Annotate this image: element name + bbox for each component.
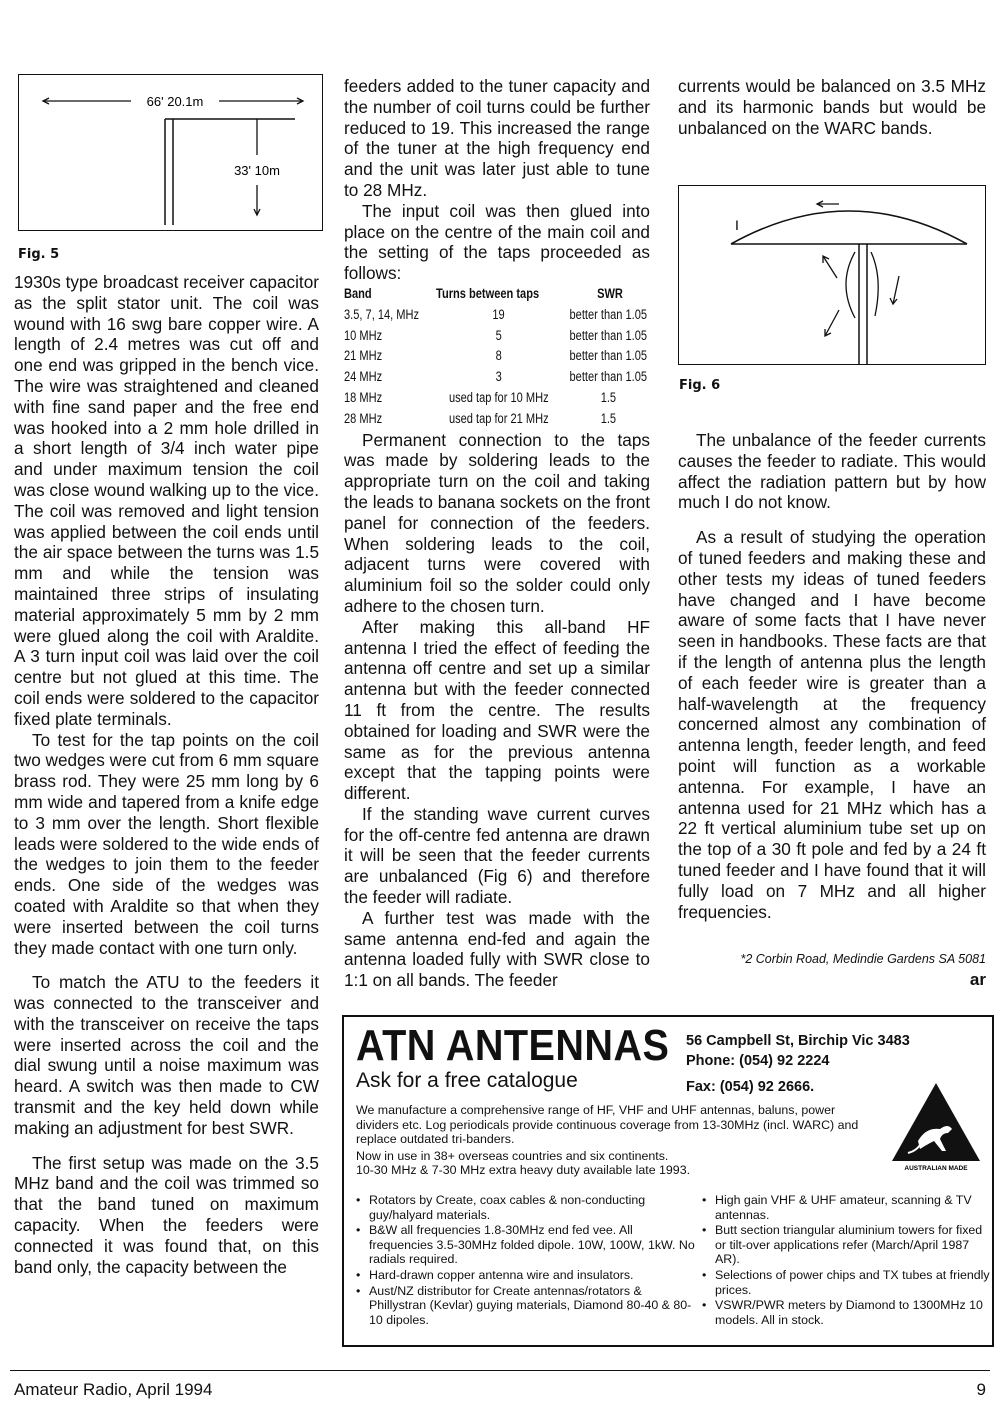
table-cell: better than 1.05: [569, 327, 648, 343]
author-address: *2 Corbin Road, Medindie Gardens SA 5081: [740, 952, 986, 966]
table-cell: used tap for 21 MHz: [448, 410, 549, 426]
col3-paragraph: The unbalance of the feeder currents causes the feeder to radiate. This would affect the radiation pattern but by how much I do not know.: [678, 430, 986, 513]
table-header: SWR: [597, 285, 624, 301]
page-number: 9: [976, 1380, 986, 1399]
col3-paragraph: As a result of studying the operation of tuned feeders and making these and other tests my ideas of tuned feeders have changed and I have become aware of some facts that I have never seen in handbooks. These facts are that if the length of antenna plus the length of each feeder wire is greater than a half-wavelength at the frequency concerned almost any combination of antenna length, feeder length, and feed point will function as a workable antenna. For example, I have an antenna used for 21 MHz which has a 22 ft vertical aluminium tube set up on the top of a 30 ft pole and fed by a 24 ft tuned feeder and I have found that it will fully load on 7 MHz and all higher frequencies.: [678, 527, 986, 922]
table-row: [344, 326, 656, 347]
table-header: Turns between taps: [435, 285, 539, 301]
advert-line: Now in use in 38+ overseas countries and six continents.: [356, 1148, 669, 1163]
column-2: [344, 76, 650, 991]
fig5-svg: [19, 75, 322, 230]
fig6-left-arrow-up: [823, 256, 837, 278]
advert-bullets-left: [354, 1193, 699, 1328]
col2-paragraph: After making this all-band HF antenna I tried the effect of feeding the antenna off centre and set up a similar antenna but with the feeder connected 11 ft from the centre. The results obtained for loading and SWR were the same as for the previous antenna except that the tapping points were different.: [344, 616, 650, 804]
advert-bullet-item: • High gain VHF & UHF amateur, scanning & TV antennas.: [700, 1193, 990, 1222]
advert-bullet-item: • Selections of power chips and TX tubes at friendly prices.: [700, 1268, 990, 1297]
advert-address: 56 Campbell St, Birchip Vic 3483: [686, 1033, 910, 1049]
table-cell: 3: [495, 369, 502, 385]
col1-paragraph: To test for the tap points on the coil two wedges were cut from 6 mm square brass rod. They were 25 mm long by 6 mm wide and tapered from a knife edge to 3 mm over the length. Short flexible leads were soldered to the wide ends of the wedges to join them to the feeder ends. One side of the wedges was coated with Araldite so that when they were inserted between the coil turns they made contact with one turn only.: [14, 729, 319, 958]
col2-paragraph: A further test was made with the same antenna end-fed and again the antenna loaded fully with SWR close to 1:1 on all bands. The feeder: [344, 907, 650, 991]
table-cell: 10 MHz: [344, 327, 383, 343]
table-cell: 19: [492, 306, 505, 322]
table-cell: used tap for 10 MHz: [448, 389, 549, 405]
table-row: [344, 409, 656, 430]
table-cell: 18 MHz: [344, 389, 383, 405]
footer-publication: Amateur Radio, April 1994: [14, 1380, 213, 1399]
table-cell: 1.5: [600, 389, 617, 405]
advert-catalogue-line: Ask for a free catalogue: [356, 1069, 578, 1092]
advert-bullet-item: • Butt section triangular aluminium towers for fixed or tilt-over applications refer (March/April 1987 AR).: [700, 1223, 990, 1267]
advert-bullet-item: • Hard-drawn copper antenna wire and insulators.: [354, 1268, 699, 1283]
fig6-left-arrow-down: [825, 310, 839, 336]
advert-intro: We manufacture a comprehensive range of HF, VHF and UHF antennas, baluns, power dividers etc. Log periodicals provide continuous coverage from 13-30MHz (incl. WARC) and replace outdated tri-banders.: [356, 1103, 859, 1147]
table-row: [344, 346, 656, 367]
advert-phone: Phone: (054) 92 2224: [686, 1053, 830, 1069]
advert-bullet-item: • B&W all frequencies 1.8-30MHz end fed vee. All frequencies 3.5-30MHz folded dipole. 10W, 100W, 1kW. No radials required.: [354, 1223, 699, 1267]
fig6-current-label: I: [735, 217, 739, 233]
fig6-svg: [679, 186, 985, 364]
col2-paragraph: feeders added to the tuner capacity and the number of coil turns could be further reduced to 19. This increased the range of the tuner at the high frequency end and the unit was later just able to tune to 28 MHz.: [344, 76, 650, 200]
table-cell: 8: [495, 348, 502, 364]
col1-paragraph: To match the ATU to the feeders it was connected to the transceiver and with the transceiver on receive the taps were inserted across the coil and the dial swung until a noise maximum was heard. A switch was then made to CW transmit and the key held down while making an adjustment for best SWR.: [14, 972, 319, 1138]
fig6-left-current-curve: [846, 252, 855, 318]
col1-paragraph: 1930s type broadcast receiver capacitor as the split stator unit. The coil was wound with 16 swg bare copper wire. A length of 2.4 metres was cut off and one end was gripped in the bench vice. The wire was straightened and cleaned with fine sand paper and the free end was hooked into a 2 mm hole drilled in a short length of 3/4 inch water pipe and under maximum tension the coil was close wound walking up to the vice. The coil was removed and light tension was applied between the coil ends until the air space between the turns was 1.5 mm and while the tension was maintained three strips of insulating material approximately 5 mm by 2 mm were glued along the coil with Araldite. A 3 turn input coil was laid over the coil centre but not glued at this time. The coil ends were soldered to the capacitor fixed plate terminals.: [14, 272, 319, 729]
table-row: [344, 388, 656, 409]
table-header: Band: [344, 285, 372, 301]
table-cell: 21 MHz: [344, 348, 383, 364]
col2-paragraph: If the standing wave current curves for the off-centre fed antenna are drawn it will be seen that the feeder currents are unbalanced (Fig 6) and therefore the feeder will radiate.: [344, 803, 650, 908]
advert-contact: [686, 1031, 910, 1097]
col2-paragraph: Permanent connection to the taps was made by soldering leads to the appropriate turn on the coil and taking the leads to banana sockets on the front panel for connection of the feeders. When soldering leads to the coil, adjacent turns were covered with aluminium foil so the solder could only adhere to the chosen turn.: [344, 429, 650, 616]
column-3: [678, 76, 986, 138]
table-header-row: [344, 284, 656, 305]
fig6-diagram: [678, 185, 986, 365]
fig5-diagram: [18, 74, 323, 231]
advert-brand: ATN ANTENNAS: [356, 1021, 670, 1070]
table-cell: 3.5, 7, 14, MHz: [344, 306, 420, 322]
table-cell: 1.5: [600, 410, 617, 426]
col1-paragraph: The first setup was made on the 3.5 MHz band and the coil was trimmed so that the band tuned on maximum capacity. When the feeders were connected it was found that, on this band only, the capacity between the: [14, 1152, 319, 1277]
table-row: [344, 367, 656, 388]
fig5-width-label: 66' 20.1m: [146, 94, 204, 109]
advert-bullet-item: • Rotators by Create, coax cables & non-conducting guy/halyard materials.: [354, 1193, 699, 1222]
column-3-lower: [678, 430, 986, 922]
advert-fax: Fax: (054) 92 2666.: [686, 1079, 815, 1095]
fig5-height-label: 33' 10m: [234, 163, 280, 178]
table-cell: better than 1.05: [569, 348, 648, 364]
advert-bullet-item: • VSWR/PWR meters by Diamond to 1300MHz 10 models. All in stock.: [700, 1298, 990, 1327]
column-1: [14, 272, 319, 1277]
table-cell: better than 1.05: [569, 306, 648, 322]
fig6-left-arrowhead-up: [823, 256, 829, 263]
table-cell: better than 1.05: [569, 369, 648, 385]
tap-settings-table: [344, 284, 656, 430]
kangaroo-triangle-icon: [888, 1079, 984, 1173]
article-end-mark: ar: [969, 970, 986, 989]
footer-rule: [10, 1370, 990, 1371]
table-cell: 5: [495, 327, 502, 343]
fig6-caption: Fig. 6: [679, 378, 721, 393]
fig5-caption: Fig. 5: [18, 247, 60, 262]
table-row: [344, 305, 656, 326]
advert-body: [356, 1103, 876, 1180]
table-cell: 24 MHz: [344, 369, 383, 385]
table-cell: 28 MHz: [344, 410, 383, 426]
advert-line: 10-30 MHz & 7-30 MHz extra heavy duty available late 1993.: [356, 1163, 691, 1178]
col2-paragraph: The input coil was then glued into place on the centre of the main coil and the setting of the taps proceeded as follows:: [344, 200, 650, 284]
logo-caption: AUSTRALIAN MADE: [904, 1165, 968, 1172]
australian-made-logo: [888, 1079, 984, 1173]
atn-antennas-advert: [342, 1015, 994, 1347]
fig6-right-current-curve: [871, 252, 878, 316]
advert-bullets-right: [700, 1193, 990, 1328]
fig6-current-curve: [731, 211, 967, 244]
advert-bullet-item: • Aust/NZ distributor for Create antennas/rotators & Phillystran (Kevlar) guying materials, Diamond 80-40 & 80-10 dipoles.: [354, 1284, 699, 1328]
col3-paragraph: currents would be balanced on 3.5 MHz and its harmonic bands but would be unbalanced on the WARC bands.: [678, 76, 986, 138]
